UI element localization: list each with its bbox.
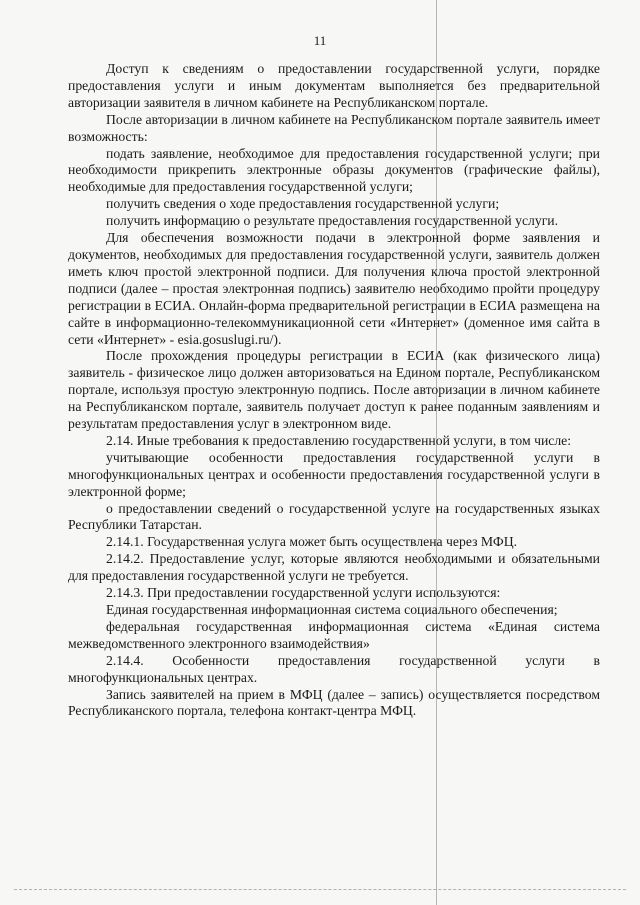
paragraph: После прохождения процедуры регистрации в ЕСИА (как физического лица) заявитель - физическое лицо должен авторизоваться на Едином портале, Республиканском портале, используя простую электронную подпись. После авторизации в личном кабинете на Республиканском портале, заявитель получает доступ к ранее поданным заявлениям и результатам предоставления услуг в электронном виде. [68,348,600,432]
paragraph: 2.14.3. При предоставлении государственной услуги используются: [106,585,501,601]
paragraph: получить информацию о результате предоставления государственной услуги. [106,213,559,229]
paragraph: федеральная государственная информационная система «Единая система межведомственного электронного взаимодействия» [68,618,600,651]
paragraph: Для обеспечения возможности подачи в электронной форме заявления и документов, необходимых для предоставления государственной услуги, заявитель должен иметь ключ простой электронной подписи. Для получения ключа простой электронной подписи (далее – простая электронная подпись) заявителю необходимо пройти процедуру регистрации в ЕСИА. Онлайн-форма предварительной регистрации в ЕСИА размещена на сайте в информационно-телекоммуникационной сети «Интернет» (доменное имя сайта в сети «Интернет» - esia.gosuslugi.ru/). [68,230,600,347]
paragraph: получить сведения о ходе предоставления государственной услуги; [106,196,500,212]
document-body [68,61,600,720]
paragraph: Единая государственная информационная система социального обеспечения; [106,602,558,617]
paragraph: о предоставлении сведений о государственной услуге на государственных языках Республики Татарстан. [68,500,600,533]
page-number: 11 [313,33,327,48]
scan-bottom-edge [14,889,626,891]
paragraph: 2.14.1. Государственная услуга может быть осуществлена через МФЦ. [106,534,518,550]
paragraph: учитывающие особенности предоставления государственной услуги в многофункциональных центрах и особенности предоставления государственной услуги в электронной форме; [68,449,600,499]
paragraph: 2.14.4. Особенности предоставления государственной услуги в многофункциональных центрах. [68,652,600,685]
section-heading: 2.14. Иные требования к предоставлению государственной услуги, в том числе: [106,432,572,448]
paragraph: подать заявление, необходимое для предоставления государственной услуги; при необходимости прикрепить электронные образы документов (графические файлы), необходимые для предоставления государственной услуги; [68,145,600,195]
paragraph: После авторизации в личном кабинете на Республиканском портале заявитель имеет возможность: [68,111,600,144]
paragraph: Доступ к сведениям о предоставлении государственной услуги, порядке предоставления услуги и иным документам выполняется без предварительной авторизации заявителя в личном кабинете на Республиканском портале. [68,61,600,110]
paragraph: Запись заявителей на прием в МФЦ (далее – запись) осуществляется посредством Республиканского портала, телефона контакт-центра МФЦ. [68,686,600,719]
paragraph: 2.14.2. Предоставление услуг, которые являются необходимыми и обязательными для предоставления государственной услуги не требуется. [68,551,600,584]
